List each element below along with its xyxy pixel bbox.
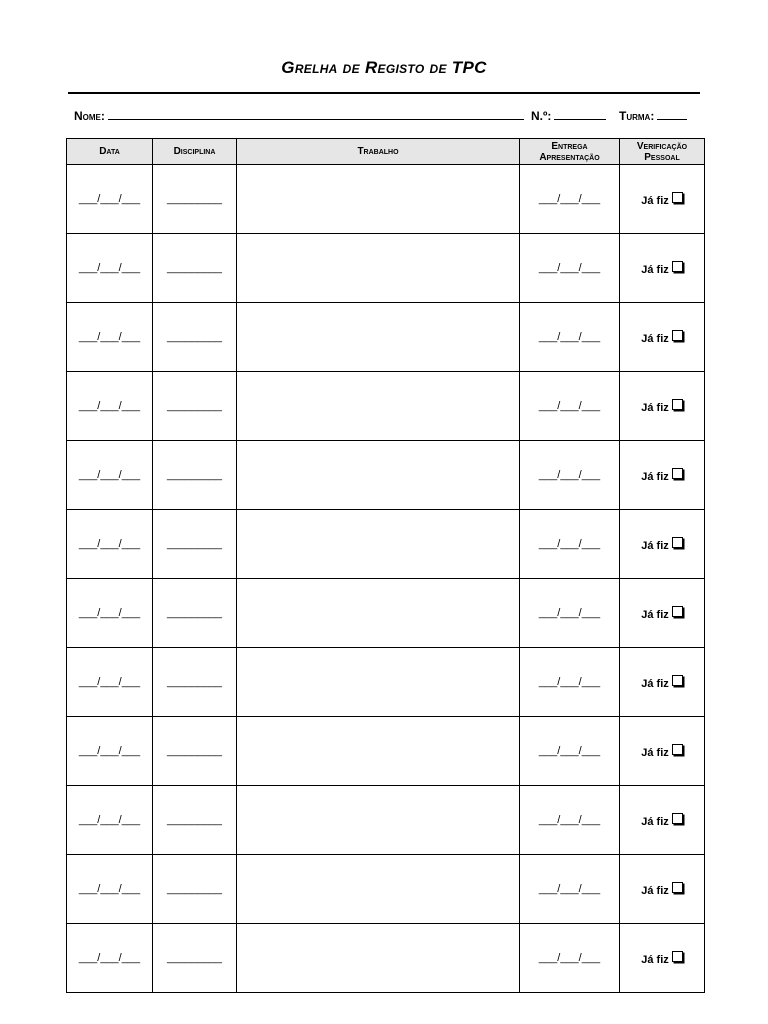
checkbox-icon[interactable] [672,192,683,203]
date-blank: ___/___/___ [78,400,141,412]
checkbox-icon[interactable] [672,330,683,341]
date-cell[interactable] [67,924,153,993]
checkbox-icon[interactable] [672,675,683,686]
trabalho-cell[interactable] [237,924,520,993]
date-blank: ___/___/___ [78,814,141,826]
table-row [67,165,705,234]
disciplina-blank: _________ [166,745,223,757]
checkbox-icon[interactable] [672,606,683,617]
ja-fiz-label: Já fiz [641,401,669,414]
entrega-date-blank: ___/___/___ [538,952,601,964]
entrega-date-blank: ___/___/___ [538,538,601,550]
verificacao-cell [620,303,705,372]
disciplina-blank: _________ [166,607,223,619]
homework-register-table [66,138,705,993]
date-blank: ___/___/___ [78,883,141,895]
entrega-cell[interactable] [520,510,620,579]
student-info-line [74,108,700,126]
trabalho-cell[interactable] [237,372,520,441]
ja-fiz-label: Já fiz [641,539,669,552]
checkbox-icon[interactable] [672,537,683,548]
disciplina-cell[interactable] [153,579,237,648]
trabalho-cell[interactable] [237,165,520,234]
disciplina-cell[interactable] [153,372,237,441]
header-entrega-line2: Apresentação [539,151,600,163]
disciplina-blank: _________ [166,400,223,412]
date-blank: ___/___/___ [78,952,141,964]
entrega-cell[interactable] [520,786,620,855]
date-blank: ___/___/___ [78,469,141,481]
table-row [67,648,705,717]
table-row [67,855,705,924]
date-cell[interactable] [67,234,153,303]
disciplina-blank: _________ [166,883,223,895]
table-header-row [67,139,705,165]
date-cell[interactable] [67,165,153,234]
table-row [67,234,705,303]
date-cell[interactable] [67,579,153,648]
checkbox-icon[interactable] [672,468,683,479]
checkbox-icon[interactable] [672,744,683,755]
disciplina-cell[interactable] [153,924,237,993]
header-verificacao-line1: Verificação [636,140,688,152]
verificacao-cell [620,234,705,303]
table-row [67,717,705,786]
date-cell[interactable] [67,303,153,372]
entrega-cell[interactable] [520,717,620,786]
nome-blank [108,108,524,120]
disciplina-blank: _________ [166,331,223,343]
verificacao-cell [620,924,705,993]
header-entrega [520,139,620,165]
disciplina-blank: _________ [166,676,223,688]
trabalho-cell[interactable] [237,303,520,372]
trabalho-cell[interactable] [237,648,520,717]
entrega-date-blank: ___/___/___ [538,262,601,274]
table-row [67,786,705,855]
ja-fiz-label: Já fiz [641,746,669,759]
date-blank: ___/___/___ [78,262,141,274]
table-row [67,372,705,441]
trabalho-cell[interactable] [237,579,520,648]
turma-blank [657,108,687,120]
disciplina-cell[interactable] [153,717,237,786]
entrega-date-blank: ___/___/___ [538,814,601,826]
date-cell[interactable] [67,717,153,786]
disciplina-cell[interactable] [153,165,237,234]
verificacao-cell [620,717,705,786]
entrega-date-blank: ___/___/___ [538,676,601,688]
date-blank: ___/___/___ [78,676,141,688]
ja-fiz-label: Já fiz [641,263,669,276]
entrega-date-blank: ___/___/___ [538,745,601,757]
date-blank: ___/___/___ [78,745,141,757]
checkbox-icon[interactable] [672,399,683,410]
disciplina-cell[interactable] [153,648,237,717]
checkbox-icon[interactable] [672,813,683,824]
trabalho-cell[interactable] [237,855,520,924]
numero-field[interactable] [531,108,606,123]
date-cell[interactable] [67,372,153,441]
trabalho-cell[interactable] [237,441,520,510]
nome-field[interactable] [74,108,524,123]
ja-fiz-label: Já fiz [641,332,669,345]
header-verificacao [620,139,705,165]
table-row [67,924,705,993]
entrega-cell[interactable] [520,648,620,717]
ja-fiz-label: Já fiz [641,677,669,690]
header-trabalho: Trabalho [237,139,520,165]
trabalho-cell[interactable] [237,786,520,855]
disciplina-blank: _________ [166,952,223,964]
disciplina-cell[interactable] [153,441,237,510]
entrega-cell[interactable] [520,234,620,303]
verificacao-cell [620,786,705,855]
date-cell[interactable] [67,786,153,855]
checkbox-icon[interactable] [672,951,683,962]
numero-blank [554,108,606,120]
entrega-cell[interactable] [520,579,620,648]
table-row [67,510,705,579]
trabalho-cell[interactable] [237,510,520,579]
entrega-cell[interactable] [520,924,620,993]
ja-fiz-label: Já fiz [641,815,669,828]
disciplina-blank: _________ [166,193,223,205]
table-body [67,165,705,993]
page-title: Grelha de Registo de TPC [281,58,487,77]
disciplina-blank: _________ [166,262,223,274]
verificacao-cell [620,372,705,441]
entrega-cell[interactable] [520,855,620,924]
turma-label: Turma: [619,109,655,123]
table-row [67,441,705,510]
date-blank: ___/___/___ [78,193,141,205]
disciplina-blank: _________ [166,814,223,826]
date-cell[interactable] [67,855,153,924]
date-cell[interactable] [67,648,153,717]
disciplina-cell[interactable] [153,510,237,579]
entrega-cell[interactable] [520,303,620,372]
nome-label: Nome: [74,109,105,123]
ja-fiz-label: Já fiz [641,953,669,966]
entrega-date-blank: ___/___/___ [538,331,601,343]
disciplina-blank: _________ [166,538,223,550]
turma-field[interactable] [619,108,687,123]
entrega-date-blank: ___/___/___ [538,883,601,895]
header-verificacao-line2: Pessoal [644,151,680,163]
header-disciplina: Disciplina [153,139,237,165]
verificacao-cell [620,441,705,510]
trabalho-cell[interactable] [237,234,520,303]
table-row [67,579,705,648]
entrega-cell[interactable] [520,165,620,234]
numero-label: N.º: [531,109,552,123]
verificacao-cell [620,855,705,924]
table-row [67,303,705,372]
entrega-cell[interactable] [520,441,620,510]
entrega-date-blank: ___/___/___ [538,469,601,481]
ja-fiz-label: Já fiz [641,884,669,897]
verificacao-cell [620,510,705,579]
verificacao-cell [620,165,705,234]
trabalho-cell[interactable] [237,717,520,786]
verificacao-cell [620,648,705,717]
date-blank: ___/___/___ [78,538,141,550]
ja-fiz-label: Já fiz [641,608,669,621]
date-blank: ___/___/___ [78,607,141,619]
ja-fiz-label: Já fiz [641,194,669,207]
ja-fiz-label: Já fiz [641,470,669,483]
disciplina-cell[interactable] [153,855,237,924]
disciplina-cell[interactable] [153,303,237,372]
entrega-date-blank: ___/___/___ [538,400,601,412]
checkbox-icon[interactable] [672,882,683,893]
checkbox-icon[interactable] [672,261,683,272]
title-divider [68,92,700,94]
header-data: Data [67,139,153,165]
disciplina-cell[interactable] [153,786,237,855]
disciplina-cell[interactable] [153,234,237,303]
header-entrega-line1: Entrega [551,140,588,152]
entrega-cell[interactable] [520,372,620,441]
date-cell[interactable] [67,441,153,510]
date-blank: ___/___/___ [78,331,141,343]
verificacao-cell [620,579,705,648]
disciplina-blank: _________ [166,469,223,481]
date-cell[interactable] [67,510,153,579]
entrega-date-blank: ___/___/___ [538,193,601,205]
entrega-date-blank: ___/___/___ [538,607,601,619]
